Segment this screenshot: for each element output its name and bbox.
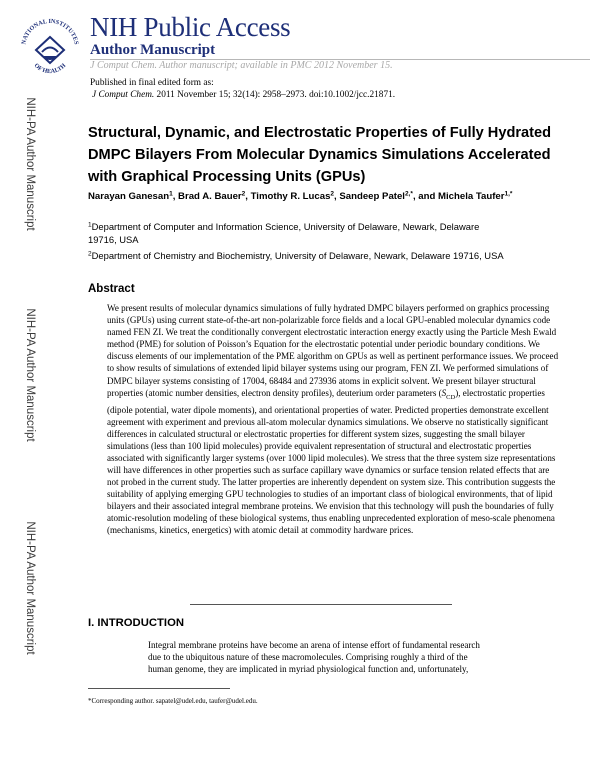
footnote-rule [88, 688, 230, 689]
seal-text-top: NATIONAL INSTITUTES [20, 17, 80, 46]
affiliation-1: $^1$Department of Computer and Information Science, University of Delaware, Newark, Delaware 19716, USA [88, 221, 480, 245]
citation-details: 2011 November 15; 32(14): 2958–2973. doi:10.1002/jcc.21871. [154, 90, 396, 100]
abstract-divider [190, 604, 452, 605]
journal-name: J Comput Chem. [92, 90, 155, 100]
citation-line [92, 90, 395, 100]
author: Michela Taufer [438, 191, 505, 202]
abstract-heading: Abstract [88, 283, 135, 295]
svg-text:NATIONAL INSTITUTES [20, 18, 80, 46]
author: Sandeep Patel [339, 191, 405, 202]
abstract-text: We present results of molecular dynamics simulations of fully hydrated DMPC bilayers performed on graphics processing units (GPUs) using current state-of-the-art non-polarizable force fields and a local GPU-enabled molecular dynamics code named FEN ZI. We treat the conditionally convergent electrostatic interaction energy exactly using the Particle Mesh Ewald method (PME) for solution of Poisson’s Equation for the electrostatic potential under periodic boundary conditions. We discuss elements of our implementation of the PME algorithm on GPUs as well as pertinent performance issues. We proceed to show results of simulations of extended lipid bilayer systems using our program, FEN ZI. We performed simulations of DMPC bilayer systems consisting of 17004, 68484 and 273936 atoms in explicit solvent. We present bilayer structural properties (atomic number densities, electron density profiles), deuterium order parameters $(S_{CD})$, electrostatic properties (dipole potential, water dipole moments), and orientational properties of water. Predicted properties demonstrate excellent agreement with experiment and previous all-atom molecular dynamics simulations. We observe no statistically significant differences in calculated structural or electrostatic properties for different system sizes, suggesting the small bilayer simulations (less than 100 lipid molecules) provide equivalent representation of structural and electrostatic properties associated with significantly larger systems (over 1000 lipid molecules). We stress that the three system size representations will have differences in other properties such as surface capillary wave dynamics or surface tension related effects that are not probed in the current study. The latter properties are inherently dependent on system size. This contribution suggests the suitability of applying emerging GPU technologies to studies of an important class of biological environments, that of lipid bilayers and their associated integral membrane proteins. We envision that this technology will push the boundaries of fully atomic-resolution modeling of these biological systems, thus enabling unprecedented exploration of meso-scale phenomena (mechanisms, kinetics, energetics) with atomic detail at commodity hardware prices. [107, 303, 559, 536]
author-list: Narayan Ganesan$^1$, Brad A. Bauer$^2$, Timothy R. Lucas$^2$, Sandeep Patel$^{2,*}$, and Michela Taufer$^{1,*}$ [88, 190, 513, 202]
seal-text-bottom: OF HEALTH [32, 62, 68, 76]
corresponding-author-footnote: *Corresponding author. sapatel@udel.edu, taufer@udel.edu. [88, 697, 258, 705]
author: Brad A. Bauer [178, 191, 242, 202]
author-manuscript-label: Author Manuscript [90, 42, 216, 58]
published-in-label: Published in final edited form as: [90, 78, 214, 88]
nih-seal-logo [16, 14, 84, 76]
sidebar-watermark-3: NIH-PA Author Manuscript [24, 521, 36, 655]
sidebar-watermark-1: NIH-PA Author Manuscript [24, 97, 36, 231]
author: Timothy R. Lucas [250, 191, 331, 202]
introduction-text: Integral membrane proteins have become an arena of intense effort of fundamental research due to the ubiquitous nature of these macromolecules. Comprising roughly a third of the human genome, they are implicated in myriad physiological function and, unfortunately, [148, 640, 480, 675]
nih-public-access-title: NIH Public Access [90, 12, 291, 42]
author: Narayan Ganesan [88, 191, 170, 202]
availability-line: J Comput Chem. Author manuscript; available in PMC 2012 November 15. [90, 60, 393, 71]
affiliation-2: $^2$Department of Chemistry and Biochemistry, University of Delaware, Newark, Delaware 19716, USA [88, 250, 504, 261]
paper-title: Structural, Dynamic, and Electrostatic Properties of Fully Hydrated DMPC Bilayers From Molecular Dynamics Simulations Accelerated with Graphical Processing Units (GPUs) [88, 125, 552, 185]
sidebar-watermark-2: NIH-PA Author Manuscript [24, 308, 36, 442]
introduction-heading: I. INTRODUCTION [88, 617, 185, 629]
